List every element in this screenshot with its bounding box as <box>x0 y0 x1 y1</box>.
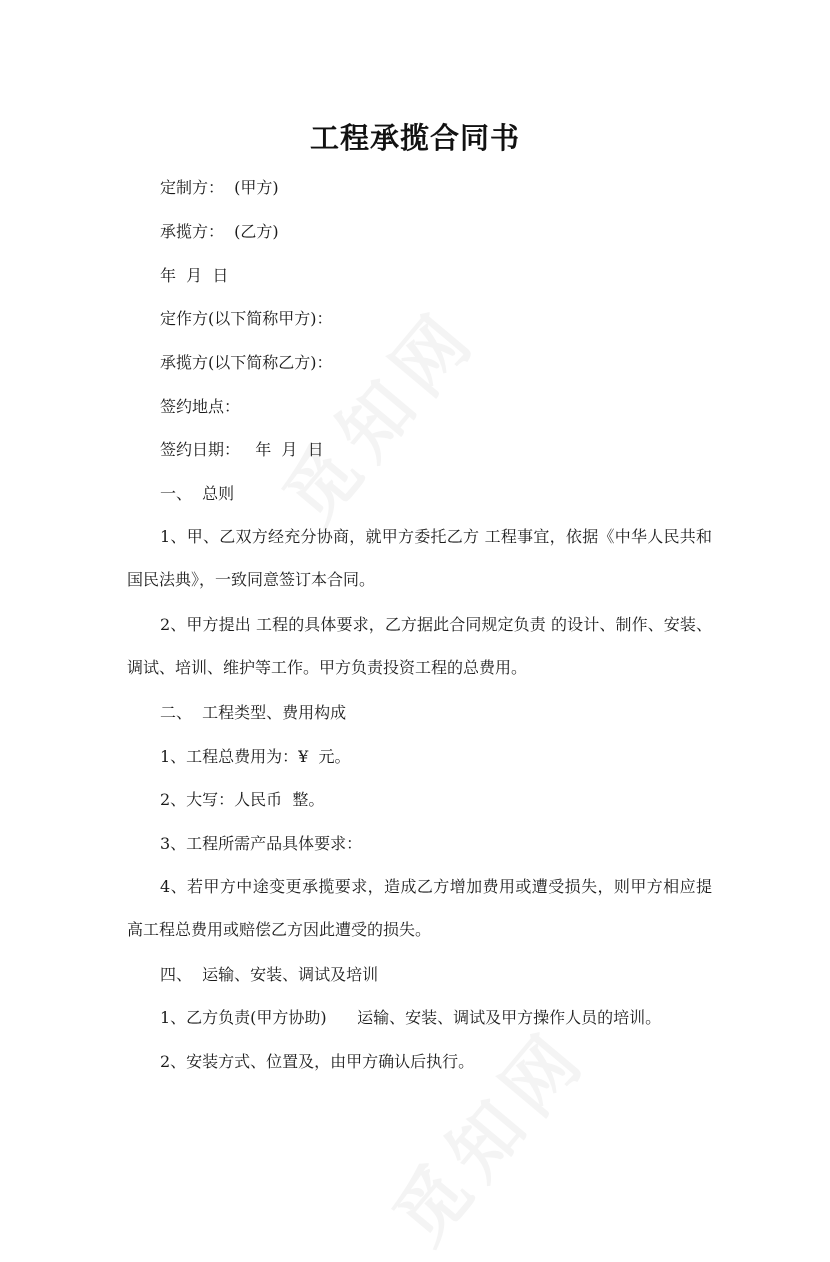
section-heading-transport: 四、 运输、安装、调试及培训 <box>160 965 379 984</box>
paragraph-2: 2、甲方提出 工程的具体要求，乙方据此合同规定负责 的设计、制作、安装、调试、培训、维护等工作。甲方负责投资工程的总费用。 <box>127 615 712 677</box>
paragraph-3: 4、若甲方中途变更承揽要求，造成乙方增加费用或遭受损失，则甲方相应提高工程总费用或赔偿乙方因此遭受的损失。 <box>127 877 712 939</box>
product-requirements-line: 3、工程所需产品具体要求： <box>160 834 363 853</box>
watermark-bottom <box>365 1002 607 1262</box>
party-b-line: 承揽方： (乙方) <box>160 222 279 241</box>
transport-line: 1、乙方负责(甲方协助) 运输、安装、调试及甲方操作人员的培训。 <box>160 1008 662 1027</box>
total-cost-line: 1、工程总费用为：¥ 元。 <box>160 747 351 766</box>
signing-date-line: 签约日期： 年 月 日 <box>160 440 324 459</box>
party-a-line: 定制方： (甲方) <box>160 178 279 197</box>
installation-line: 2、安装方式、位置及，由甲方确认后执行。 <box>160 1052 475 1071</box>
date-line: 年 月 日 <box>160 266 229 285</box>
signing-place-line: 签约地点： <box>160 397 241 416</box>
section-heading-general: 一、 总则 <box>160 484 235 503</box>
section-heading-cost: 二、 工程类型、费用构成 <box>160 703 347 722</box>
amount-in-words-line: 2、大写：人民币 整。 <box>160 790 325 809</box>
contractor-line: 承揽方(以下简称乙方)： <box>160 353 333 372</box>
document-title: 工程承揽合同书 <box>309 121 520 155</box>
paragraph-1: 1、甲、乙双方经充分协商，就甲方委托乙方 工程事宜，依据《中华人民共和国民法典》，一致同意签订本合同。 <box>127 527 712 589</box>
orderer-line: 定作方(以下简称甲方)： <box>160 309 333 328</box>
